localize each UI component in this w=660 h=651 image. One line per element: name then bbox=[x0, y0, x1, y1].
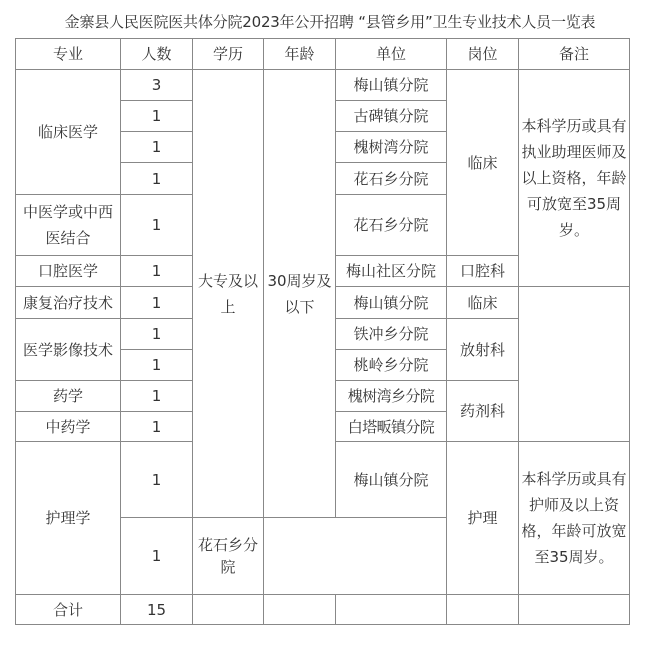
position-cell: 口腔科 bbox=[447, 256, 519, 287]
count-cell: 1 bbox=[121, 319, 193, 350]
table-row bbox=[16, 70, 630, 101]
position-cell: 临床 bbox=[447, 70, 519, 256]
notes-cell: 本科学历或具有护师及以上资格，年龄可放宽至35周岁。 bbox=[519, 442, 630, 595]
major-cell: 药学 bbox=[16, 381, 121, 412]
count-cell: 1 bbox=[121, 350, 193, 381]
total-value: 15 bbox=[121, 595, 193, 625]
major-cell: 护理学 bbox=[16, 442, 121, 595]
total-label: 合计 bbox=[16, 595, 121, 625]
position-cell: 放射科 bbox=[447, 319, 519, 381]
major-cell: 口腔医学 bbox=[16, 256, 121, 287]
header-position: 岗位 bbox=[447, 39, 519, 70]
age-cell: 30周岁及以下 bbox=[264, 70, 336, 518]
header-age: 年龄 bbox=[264, 39, 336, 70]
unit-cell: 桃岭乡分院 bbox=[336, 350, 447, 381]
count-cell: 1 bbox=[121, 195, 193, 256]
count-cell: 1 bbox=[121, 412, 193, 442]
count-cell: 1 bbox=[121, 101, 193, 132]
header-unit: 单位 bbox=[336, 39, 447, 70]
unit-cell: 槐树湾乡分院 bbox=[336, 381, 447, 412]
unit-cell: 槐树湾分院 bbox=[336, 132, 447, 163]
unit-cell: 铁冲乡分院 bbox=[336, 319, 447, 350]
major-cell: 中药学 bbox=[16, 412, 121, 442]
major-cell: 临床医学 bbox=[16, 70, 121, 195]
unit-cell: 花石乡分院 bbox=[193, 518, 264, 595]
unit-cell: 梅山社区分院 bbox=[336, 256, 447, 287]
notes-cell-empty bbox=[519, 287, 630, 442]
header-count: 人数 bbox=[121, 39, 193, 70]
header-row bbox=[16, 39, 630, 70]
position-cell: 临床 bbox=[447, 287, 519, 319]
notes-cell: 本科学历或具有执业助理医师及以上资格，年龄可放宽至35周岁。 bbox=[519, 70, 630, 287]
position-cell: 药剂科 bbox=[447, 381, 519, 442]
major-cell: 康复治疗技术 bbox=[16, 287, 121, 319]
page-title: 金寨县人民医院医共体分院2023年公开招聘 “县管乡用”卫生专业技术人员一览表 bbox=[64, 13, 596, 31]
empty-cell bbox=[336, 595, 447, 625]
total-row bbox=[16, 595, 630, 625]
unit-cell: 古碑镇分院 bbox=[336, 101, 447, 132]
count-cell: 1 bbox=[121, 287, 193, 319]
position-cell: 护理 bbox=[447, 442, 519, 595]
unit-cell: 梅山镇分院 bbox=[336, 287, 447, 319]
header-major: 专业 bbox=[16, 39, 121, 70]
count-cell: 1 bbox=[121, 381, 193, 412]
count-cell: 1 bbox=[121, 132, 193, 163]
education-cell: 大专及以上 bbox=[193, 70, 264, 518]
empty-cell bbox=[447, 595, 519, 625]
unit-cell: 白塔畈镇分院 bbox=[336, 412, 447, 442]
empty-cell bbox=[264, 595, 336, 625]
major-cell: 医学影像技术 bbox=[16, 319, 121, 381]
unit-cell: 梅山镇分院 bbox=[336, 442, 447, 518]
count-cell: 1 bbox=[121, 442, 193, 518]
empty-cell bbox=[519, 595, 630, 625]
header-education: 学历 bbox=[193, 39, 264, 70]
unit-cell: 花石乡分院 bbox=[336, 163, 447, 195]
count-cell: 1 bbox=[121, 256, 193, 287]
recruitment-table bbox=[15, 38, 630, 625]
unit-cell: 梅山镇分院 bbox=[336, 70, 447, 101]
count-cell: 1 bbox=[121, 518, 193, 595]
count-cell: 3 bbox=[121, 70, 193, 101]
major-cell: 中医学或中西医结合 bbox=[16, 195, 121, 256]
header-notes: 备注 bbox=[519, 39, 630, 70]
empty-cell bbox=[193, 595, 264, 625]
count-cell: 1 bbox=[121, 163, 193, 195]
unit-cell: 花石乡分院 bbox=[336, 195, 447, 256]
